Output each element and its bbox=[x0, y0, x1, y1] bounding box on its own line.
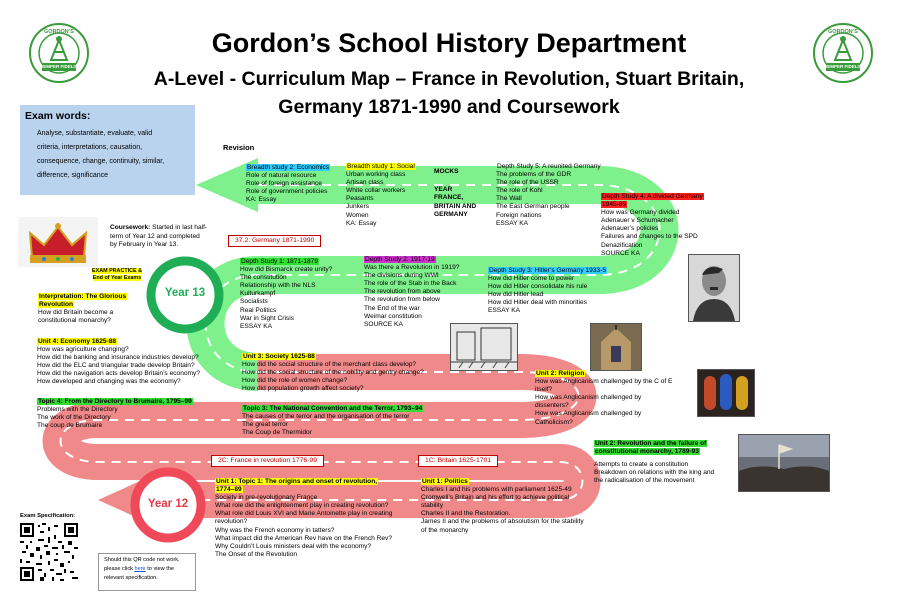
list-item: Denazification bbox=[601, 241, 643, 249]
list-item: Attempts to create a constitution bbox=[594, 461, 689, 469]
list-item: Charles II and the Restoration. bbox=[421, 510, 511, 518]
list-item: Failures and changes to the SPD bbox=[601, 233, 698, 241]
list-item: Breakdown on relations with the king and bbox=[594, 469, 715, 477]
topic3-title: Topic 3: The National Convention and the Terror, 1793–94 bbox=[243, 405, 423, 412]
year12-label: Year 12 bbox=[147, 498, 189, 510]
list-item: Urban working class bbox=[346, 171, 406, 179]
coursework-note bbox=[110, 224, 207, 250]
list-item: Why was the French economy in tatters? bbox=[215, 526, 335, 534]
unit2-religion bbox=[535, 370, 672, 427]
topic3-terror bbox=[242, 405, 423, 437]
exam-practice-text: End of Year Exams bbox=[92, 275, 142, 281]
depth-study-2 bbox=[364, 256, 459, 329]
depth-study-2-title: Depth Study 2: 1917-19 bbox=[365, 256, 435, 263]
list-item: ESSAY KA bbox=[496, 219, 529, 227]
qr-code-icon[interactable] bbox=[20, 523, 78, 581]
logo-left-bottom-text: SEMPER FIDELIS bbox=[40, 64, 78, 69]
unit2-revolution bbox=[594, 440, 714, 485]
interpretation-title: Interpretation: The Glorious bbox=[39, 293, 127, 300]
list-item: KA: Essay bbox=[246, 196, 277, 204]
list-item: dissenters? bbox=[535, 402, 569, 410]
interpretation-block bbox=[38, 293, 127, 325]
list-item: SOURCE KA bbox=[364, 320, 403, 328]
list-item: KA: Essay bbox=[346, 219, 377, 227]
list-item: stability bbox=[421, 502, 443, 510]
unit3-title: Unit 3: Society 1625-88 bbox=[243, 353, 315, 360]
list-item: How was Anglicanism challenged by the C of E bbox=[535, 378, 673, 386]
hitler-portrait-image bbox=[688, 254, 740, 322]
list-item: How was Anglicanism challenged by bbox=[535, 394, 642, 402]
list-item: James II and the problems of absolutism for the stability bbox=[421, 518, 584, 526]
qr-note-text: Should this QR code not work, bbox=[104, 557, 180, 563]
list-item: The role of Kohl bbox=[496, 187, 543, 195]
list-item: How did the social structure of the nobility and gentry change? bbox=[242, 369, 424, 377]
breadth-study-1 bbox=[346, 163, 416, 228]
mocks-title: MOCKS bbox=[434, 168, 459, 175]
page-title: Gordon’s School History Department bbox=[211, 28, 687, 58]
list-item: How did Hitler deal with minorities bbox=[488, 299, 587, 307]
list-item: Weimar constitution bbox=[364, 312, 422, 320]
list-item: How did the navigation acts develop Britain’s economy? bbox=[37, 370, 200, 378]
qr-note-box bbox=[98, 553, 196, 591]
list-item: The Wall bbox=[496, 195, 522, 203]
list-item: How developed and changing was the economy? bbox=[37, 378, 181, 386]
year13-label: Year 13 bbox=[164, 287, 206, 299]
unit1-topic1-origins bbox=[215, 478, 392, 559]
list-item: of the monarchy bbox=[421, 526, 469, 534]
coursework-text: by February in Year 13. bbox=[110, 241, 179, 249]
unit2-revolution-title: constitutional monarchy, 1789-93 bbox=[595, 448, 699, 456]
list-item: The work of the Directory bbox=[37, 414, 111, 422]
list-item: The divisions during WWI bbox=[364, 272, 439, 280]
depth-study-4-title: 1945-89 bbox=[602, 201, 627, 209]
list-item: The End of the war bbox=[364, 304, 420, 312]
depth-study-4-title: Depth Study 4: A divided Germany bbox=[602, 193, 703, 200]
exam-words-title: Exam words: bbox=[25, 110, 91, 122]
cathedral-image bbox=[590, 323, 642, 371]
list-item: The problems of the GDR bbox=[496, 171, 572, 179]
qr-note-text: relevant specification. bbox=[104, 575, 158, 581]
topic1-title: 1774–89 bbox=[216, 486, 242, 494]
list-item: the radicalisation of the movement bbox=[594, 477, 695, 485]
list-item: The great terror bbox=[242, 421, 288, 429]
exam-practice-text: EXAM PRACTICE & bbox=[92, 268, 143, 274]
coursework-text: Started in last half- bbox=[150, 224, 208, 231]
list-item: ESSAY KA bbox=[240, 322, 273, 330]
unit4-economy bbox=[37, 338, 200, 387]
qr-note-text: please click bbox=[104, 566, 135, 572]
breadth-study-2-title: Breadth study 2: Economics bbox=[247, 164, 330, 171]
list-item: How was agriculture changing? bbox=[37, 346, 129, 354]
list-item: How did Britain become a bbox=[38, 309, 114, 317]
list-item: The Coup de Thermidor bbox=[242, 429, 312, 437]
list-item: itself? bbox=[535, 386, 553, 394]
list-item: SOURCE KA bbox=[601, 249, 640, 257]
list-item: How was Anglicanism challenged by bbox=[535, 410, 642, 418]
section-label-britain: 1C: Britain 1625-1701 bbox=[418, 455, 498, 467]
mocks-line: BRITAIN AND bbox=[434, 202, 477, 210]
depth-study-3 bbox=[488, 267, 607, 316]
list-item: Real Politics bbox=[240, 306, 277, 314]
breadth-study-1-title: Breadth study 1: Social bbox=[347, 163, 415, 170]
crown-image bbox=[18, 217, 98, 267]
list-item: Junkers bbox=[346, 203, 370, 211]
unit4-title: Unit 4: Economy 1625-88 bbox=[38, 338, 117, 345]
unit1-politics-title: Unit 1: Politics bbox=[422, 478, 468, 485]
page-subtitle-line1: A-Level - Curriculum Map – France in Revolution, Stuart Britain, bbox=[153, 68, 745, 90]
list-item: Society in pre-revolutionary France bbox=[215, 494, 318, 502]
list-item: Socialists bbox=[240, 298, 268, 306]
list-item: Peasants bbox=[346, 195, 374, 203]
list-item: The East German people bbox=[496, 203, 570, 211]
list-item: Was there a Revolution in 1919? bbox=[364, 264, 460, 272]
depth-study-5 bbox=[496, 163, 602, 228]
section-label-germany: 37.2: Germany 1871-1990 bbox=[228, 235, 321, 247]
exam-words-box bbox=[20, 105, 195, 195]
revolution-sketch-image bbox=[450, 323, 518, 371]
unit1-politics bbox=[421, 478, 584, 535]
depth-study-4 bbox=[601, 193, 704, 258]
coursework-label: Coursework: bbox=[110, 224, 151, 231]
stained-glass-image bbox=[697, 369, 755, 417]
list-item: How did the banking and insurance industries develop? bbox=[37, 354, 199, 362]
exam-spec-label: Exam Specification: bbox=[20, 513, 76, 519]
list-item: Role of foreign assistance bbox=[246, 180, 322, 188]
logo-right-top-text: GORDON’S bbox=[828, 29, 858, 35]
qr-note-text: to view the bbox=[145, 566, 174, 572]
mocks-line: GERMANY bbox=[434, 211, 468, 219]
coursework-text: term of Year 12 and completed bbox=[110, 232, 200, 240]
exam-practice-note bbox=[92, 268, 142, 282]
section-label-france: 2C: France in revolution 1776-99 bbox=[211, 455, 324, 467]
list-item: How was Germany divided bbox=[601, 209, 680, 217]
list-item: ESSAY KA bbox=[488, 307, 521, 315]
list-item: Foreign nations bbox=[496, 211, 542, 219]
topic4-directory bbox=[37, 398, 193, 430]
list-item: Adenauer v Schumacher bbox=[601, 217, 674, 225]
exam-words-line: criteria, interpretations, causation, bbox=[37, 144, 143, 151]
revolution-painting-image bbox=[738, 434, 830, 492]
list-item: What impact did the American Rev have on the French Rev? bbox=[215, 534, 393, 542]
spec-link[interactable]: here bbox=[134, 566, 146, 572]
list-item: Artisan class bbox=[346, 179, 384, 187]
list-item: How did Hitler come to power bbox=[488, 275, 575, 283]
list-item: How did the role of women change? bbox=[242, 377, 348, 385]
list-item: Relationship with the NLS bbox=[240, 282, 316, 290]
unit2-revolution-title: Unit 2: Revolution and the failure of bbox=[595, 440, 707, 447]
logo-right-bottom-text: SEMPER FIDELIS bbox=[824, 64, 862, 69]
list-item: revolution? bbox=[215, 518, 248, 526]
list-item: What role did the enlightenment play in creating revolution? bbox=[215, 502, 389, 510]
topic4-title: Topic 4: From the Directory to Brumaire, 1795–99 bbox=[38, 398, 192, 405]
mocks-line: YEAR bbox=[434, 185, 453, 193]
logo-left-top-text: GORDON’S bbox=[44, 29, 74, 35]
list-item: How did population growth affect society? bbox=[242, 385, 364, 393]
list-item: Problems with the Directory bbox=[37, 406, 118, 414]
list-item: Role of government policies bbox=[246, 188, 328, 196]
list-item: The revolution from below bbox=[364, 296, 440, 304]
list-item: Cromwell’s Britain and his effort to achieve political bbox=[421, 494, 570, 502]
list-item: How did the ELC and triangular trade develop Britain? bbox=[37, 362, 195, 370]
list-item: Kulturkampf bbox=[240, 290, 276, 298]
depth-study-1-title: Depth Study 1: 1871-1879 bbox=[241, 258, 318, 265]
depth-study-5-title: Depth Study 5: A reunited Germany bbox=[497, 163, 601, 170]
list-item: The revolution from above bbox=[364, 288, 441, 296]
list-item: Role of natural resource bbox=[246, 172, 317, 180]
list-item: War in Sight Crisis bbox=[240, 314, 294, 322]
list-item: The causes of the terror and the organisation of the terror bbox=[242, 413, 410, 421]
list-item: constitutional monarchy? bbox=[38, 317, 111, 325]
list-item: Charles I and his problems with parliament 1625-49 bbox=[421, 486, 572, 494]
list-item: The coup de Brumaire bbox=[37, 422, 103, 430]
mocks-line: FRANCE, bbox=[434, 194, 464, 202]
exam-words-line: Analyse, substantiate, evaluate, valid bbox=[37, 130, 153, 137]
depth-study-3-title: Depth Study 3: Hitler’s Germany 1933-5 bbox=[489, 267, 607, 274]
list-item: Adenauer’s policies bbox=[601, 225, 659, 233]
list-item: How did Hitler lead bbox=[488, 291, 544, 299]
exam-words-line: consequence, change, continuity, similar, bbox=[37, 158, 165, 165]
list-item: The Onset of the Revolution bbox=[215, 550, 298, 558]
list-item: Women bbox=[346, 211, 369, 219]
list-item: White collar workers bbox=[346, 187, 406, 195]
mocks-block bbox=[434, 168, 476, 220]
unit2-religion-title: Unit 2: Religion bbox=[536, 370, 585, 377]
unit3-society bbox=[242, 353, 424, 393]
topic1-title: Unit 1: Topic 1: The origins and onset of revolution, bbox=[216, 478, 378, 485]
list-item: What role did Louis XVI and Marie Antoinette play in creating bbox=[215, 510, 393, 518]
revision-label: Revision bbox=[223, 143, 255, 152]
interpretation-title: Revolution bbox=[39, 301, 74, 309]
page-subtitle-line2: Germany 1871-1990 and Coursework bbox=[278, 96, 620, 118]
list-item: How did Bismarck create unity? bbox=[240, 266, 333, 274]
list-item: The constitution bbox=[240, 274, 287, 282]
list-item: Why Couldn’t Louis ministers deal with the economy? bbox=[215, 542, 372, 550]
list-item: How did Hitler consolidate his rule bbox=[488, 283, 588, 291]
list-item: Catholicism? bbox=[535, 418, 573, 426]
depth-study-1 bbox=[240, 258, 332, 331]
list-item: The role of the Stab in the Back bbox=[364, 280, 457, 288]
breadth-study-2 bbox=[246, 164, 330, 204]
exam-words-line: difference, significance bbox=[37, 172, 109, 179]
list-item: How did the social structure of the merchant class develop? bbox=[242, 361, 417, 369]
list-item: The role of the USSR bbox=[496, 179, 559, 187]
